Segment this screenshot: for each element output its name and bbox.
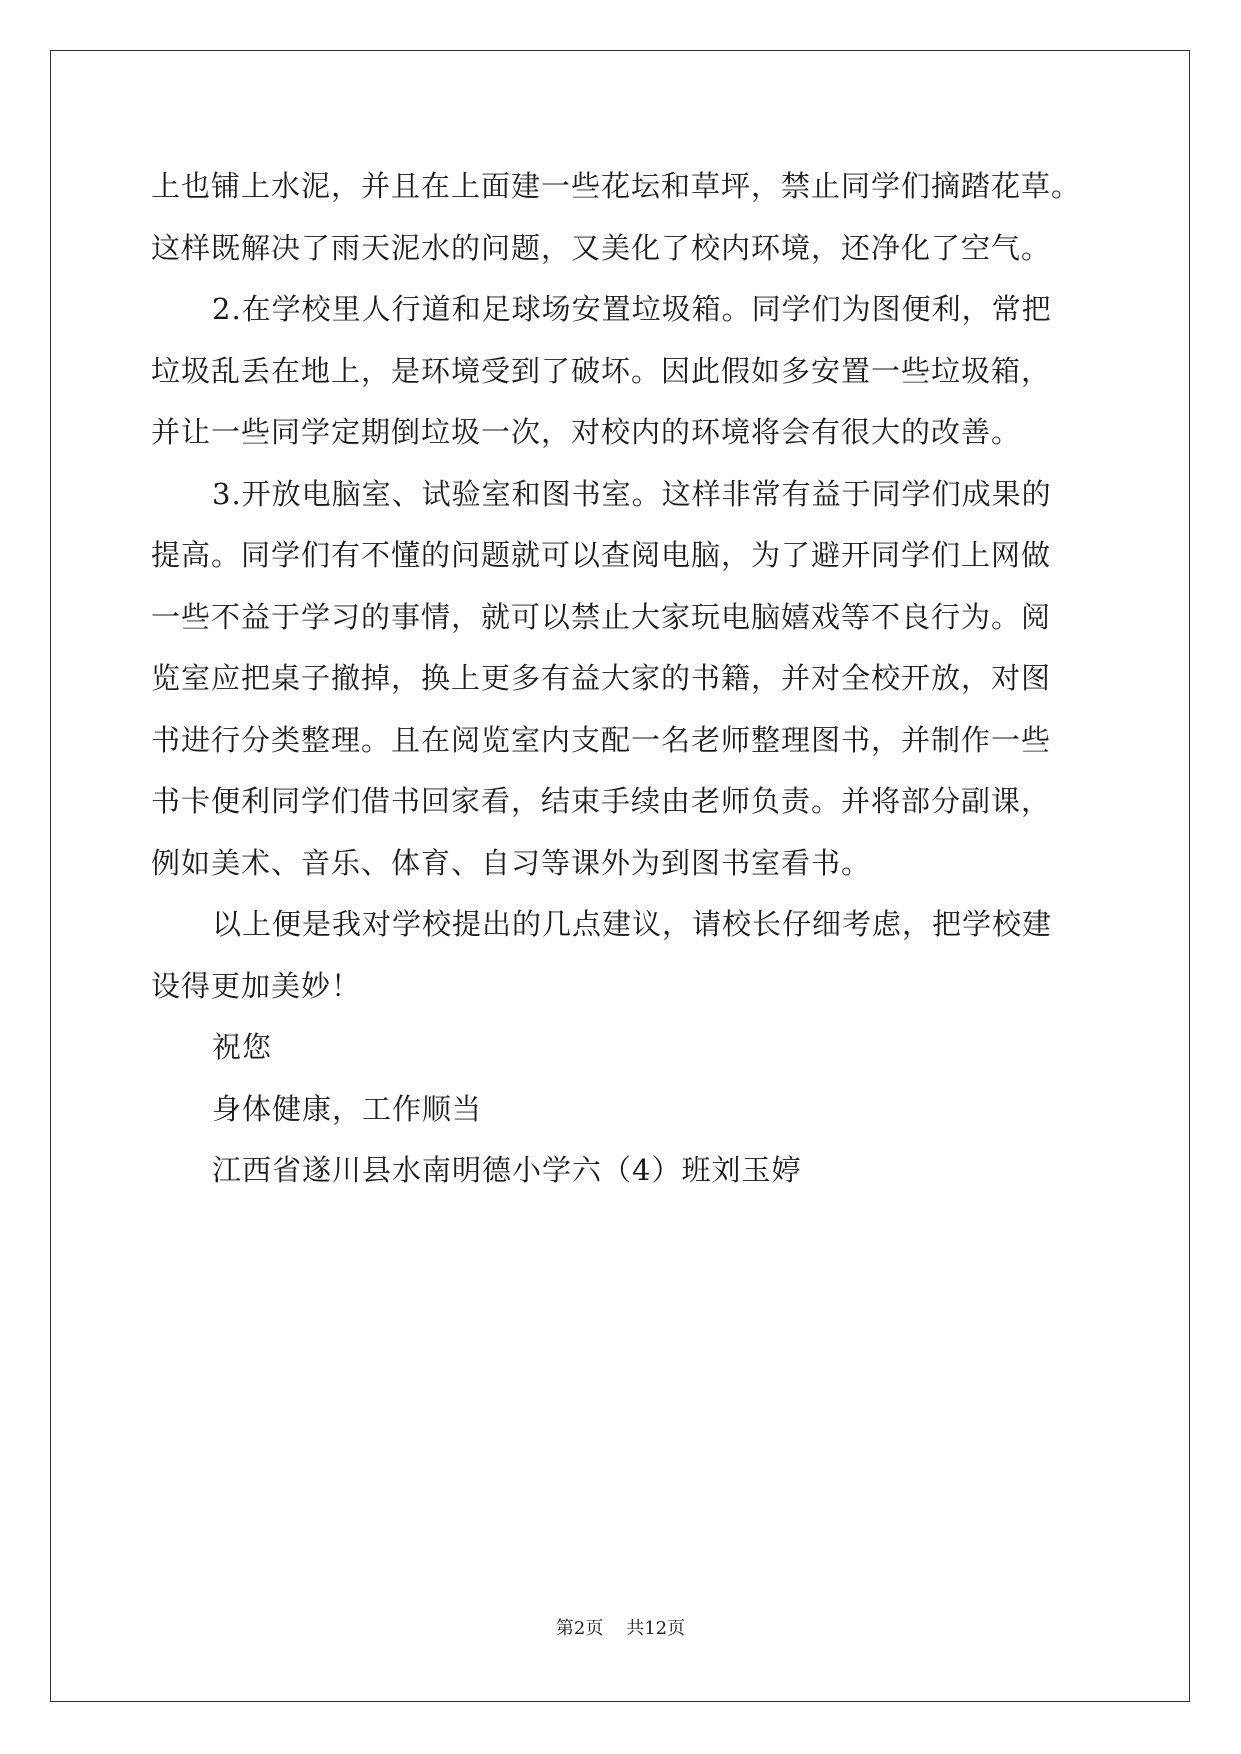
paragraph-line: 书进行分类整理。且在阅览室内支配一名老师整理图书，并制作一些 bbox=[151, 722, 1052, 757]
page-footer bbox=[0, 1617, 1241, 1641]
page-total: 共12页 bbox=[626, 1618, 686, 1639]
paragraph-line: 提高。同学们有不懂的问题就可以查阅电脑，为了避开同学们上网做 bbox=[151, 538, 1052, 572]
paragraph-line: 书卡便利同学们借书回家看，结束手续由老师负责。并将部分副课， bbox=[151, 784, 1052, 818]
paragraph-line: 2.在学校里人行道和足球场安置垃圾箱。同学们为图便利，常把 bbox=[212, 292, 1052, 326]
paragraph-line: 以上便是我对学校提出的几点建议，请校长仔细考虑，把学校建 bbox=[212, 907, 1053, 941]
paragraph-line: 一些不益于学习的事情，就可以禁止大家玩电脑嬉戏等不良行为。阅 bbox=[151, 599, 1052, 634]
document-body bbox=[151, 168, 1091, 1214]
signature-line: 江西省遂川县水南明德小学六（4）班刘玉婷 bbox=[212, 1153, 802, 1187]
paragraph-line: 3.开放电脑室、试验室和图书室。这样非常有益于同学们成果的 bbox=[212, 476, 1052, 511]
paragraph-line: 这样既解决了雨天泥水的问题，又美化了校内环境，还净化了空气。 bbox=[151, 230, 1052, 265]
wish-line: 身体健康，工作顺当 bbox=[212, 1091, 483, 1126]
greeting-line: 祝您 bbox=[212, 1030, 273, 1064]
paragraph-line: 垃圾乱丢在地上，是环境受到了破坏。因此假如多安置一些垃圾箱， bbox=[151, 353, 1052, 388]
paragraph-line: 上也铺上水泥，并且在上面建一些花坛和草坪，禁止同学们摘踏花草。 bbox=[151, 169, 1082, 203]
paragraph-line: 设得更加美妙！ bbox=[151, 968, 362, 1003]
paragraph-line: 并让一些同学定期倒垃圾一次，对校内的环境将会有很大的改善。 bbox=[151, 415, 1022, 449]
paragraph-line: 例如美术、音乐、体育、自习等课外为到图书室看书。 bbox=[151, 845, 872, 880]
page-number: 第2页 bbox=[555, 1618, 604, 1639]
paragraph-line: 览室应把桌子撤掉，换上更多有益大家的书籍，并对全校开放，对图 bbox=[151, 661, 1052, 695]
